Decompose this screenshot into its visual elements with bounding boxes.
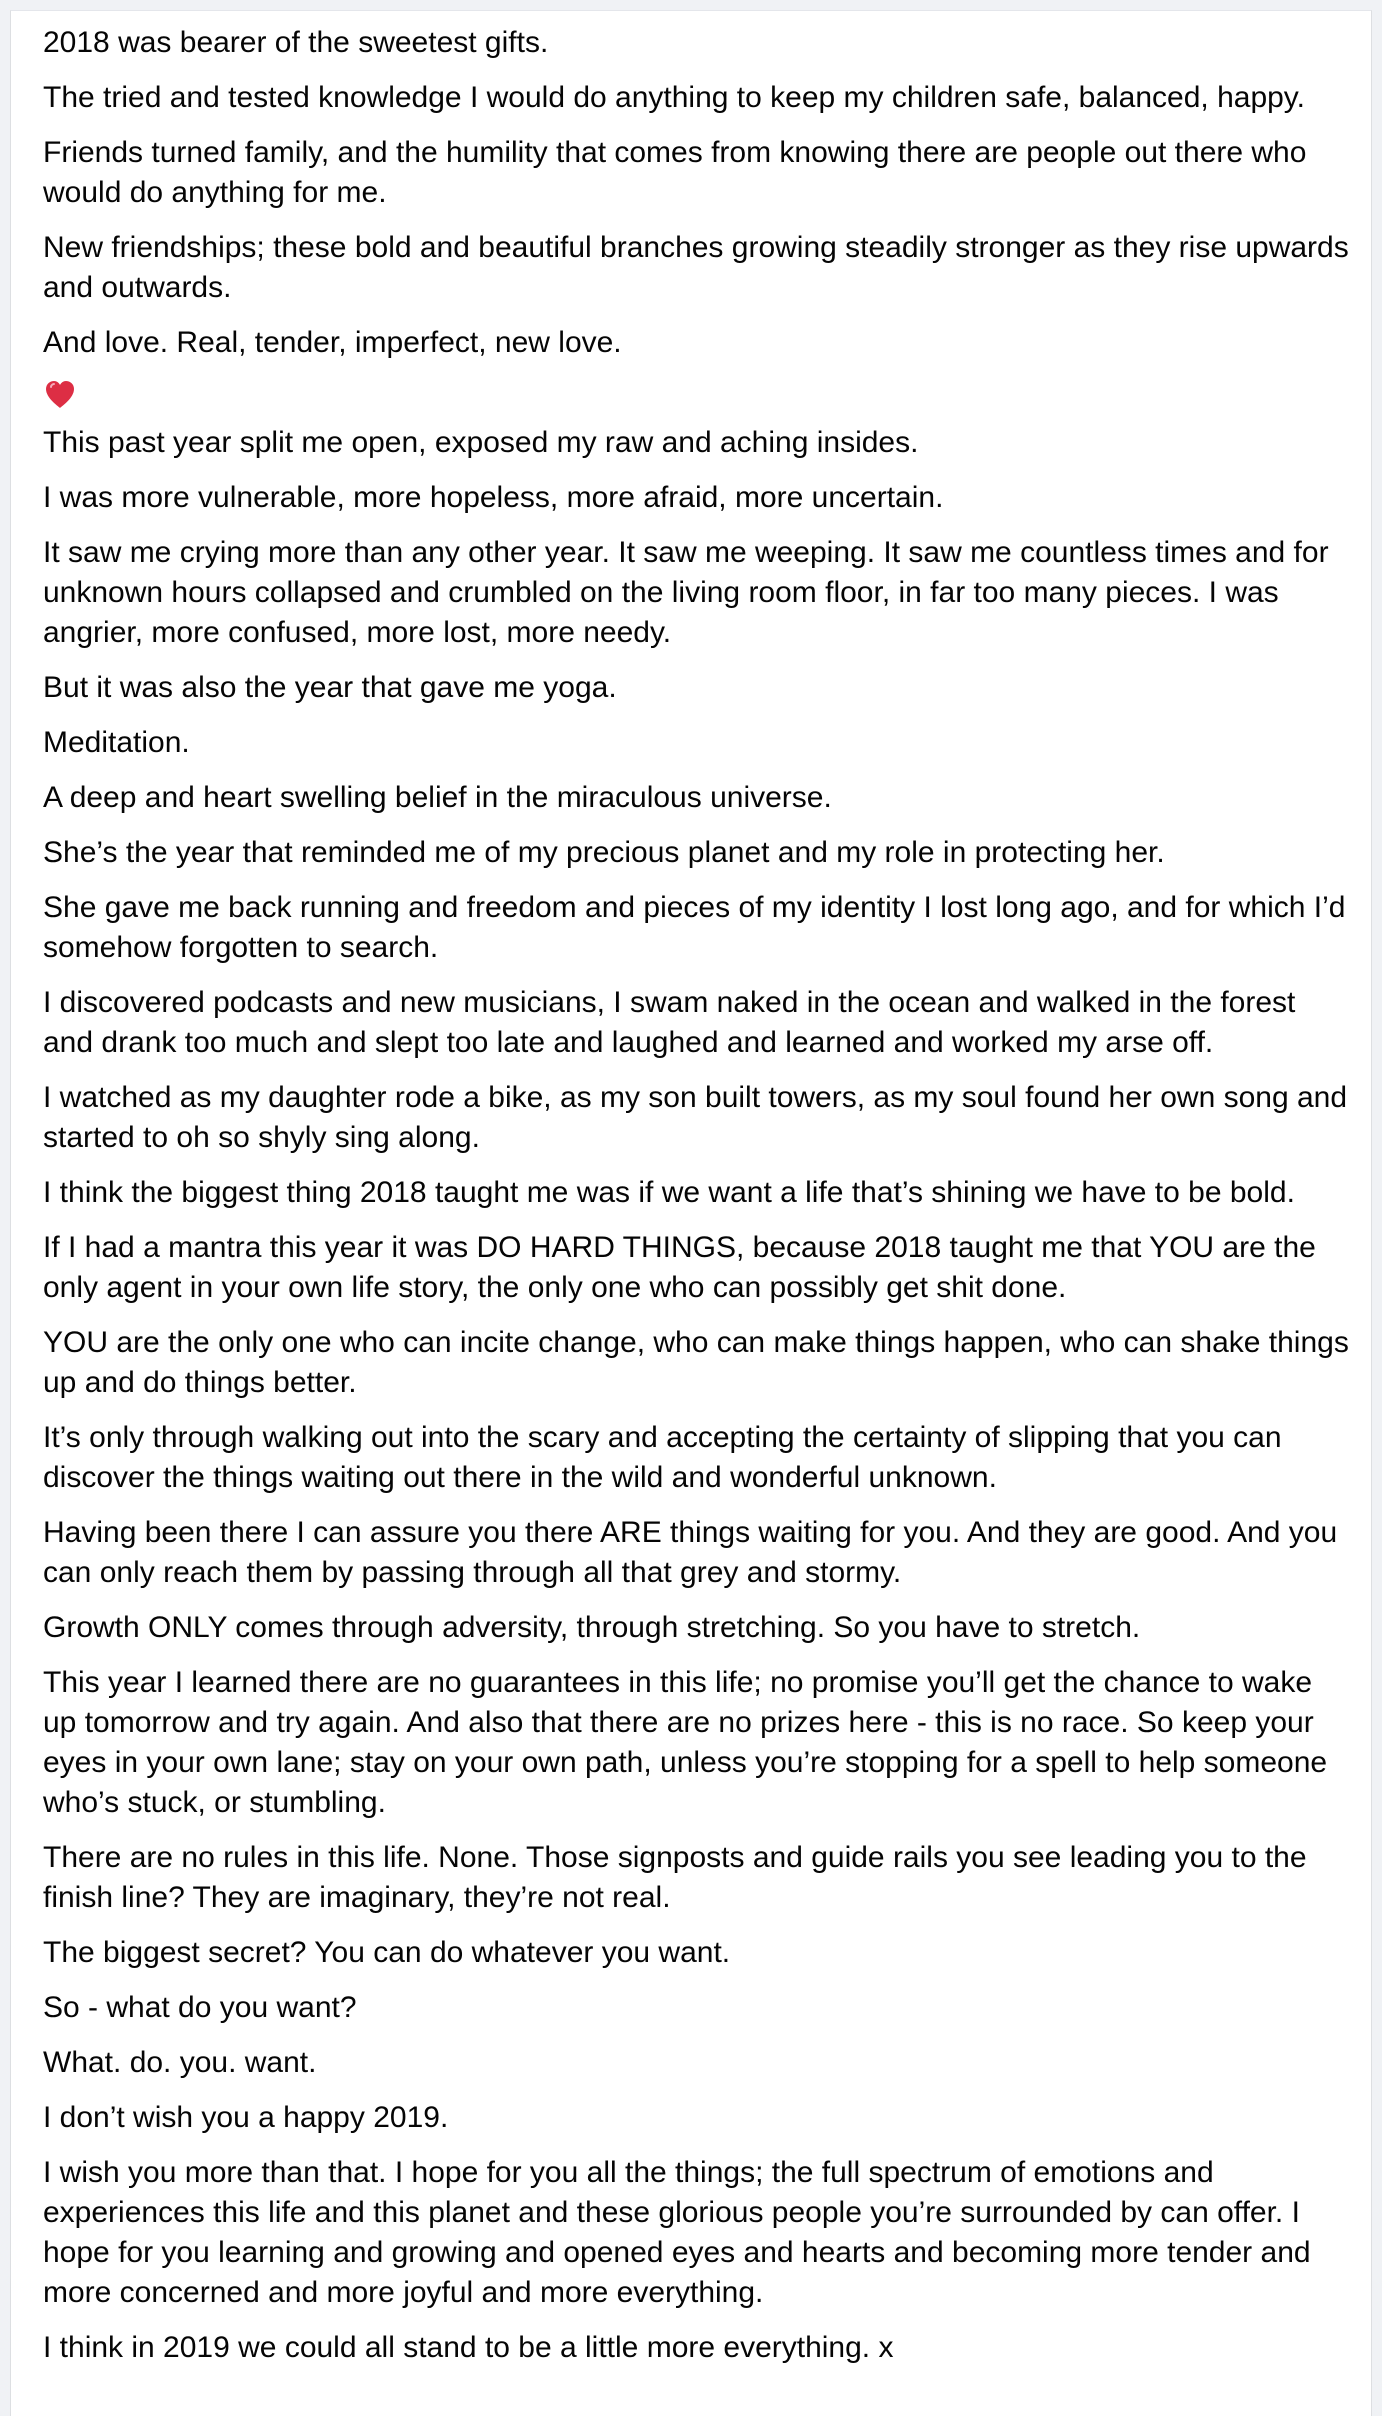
post-paragraph: I think in 2019 we could all stand to be a little more everything. x (43, 2331, 894, 2364)
post-paragraph: A deep and heart swelling belief in the miraculous universe. (43, 781, 832, 814)
scrollbar[interactable] (1372, 0, 1382, 2416)
post-card (10, 10, 1372, 2416)
post-paragraph: I was more vulnerable, more hopeless, more afraid, more uncertain. (43, 481, 944, 514)
post-paragraph: I discovered podcasts and new musicians, I swam naked in the ocean and walked in the forest and drank too much and slept too late and laughed and learned and worked my arse off. (43, 986, 1296, 1059)
post-paragraph: There are no rules in this life. None. Those signposts and guide rails you see leading you to the finish line? They are imaginary, they’re not real. (43, 1841, 1307, 1914)
post-paragraph: YOU are the only one who can incite change, who can make things happen, who can shake things up and do things better. (43, 1326, 1349, 1399)
post-paragraph: What. do. you. want. (43, 2046, 317, 2079)
post-paragraph: Friends turned family, and the humility that comes from knowing there are people out there who would do anything for me. (43, 136, 1307, 209)
post-paragraph: Growth ONLY comes through adversity, through stretching. So you have to stretch. (43, 1611, 1141, 1644)
post-paragraph: New friendships; these bold and beautiful branches growing steadily stronger as they rise upwards and outwards. (43, 231, 1349, 304)
post-paragraph: Meditation. (43, 726, 190, 759)
red-heart-icon (43, 378, 77, 412)
post-paragraph: I wish you more than that. I hope for you all the things; the full spectrum of emotions and experiences this life and this planet and these glorious people you’re surrounded by can offer. I hope for you learning and growing and opened eyes and hearts and becoming more tender and more concerned and more joyful and more everything. (43, 2156, 1311, 2309)
post-paragraph: This year I learned there are no guarantees in this life; no promise you’ll get the chance to wake up tomorrow and try again. And also that there are no prizes here - this is no race. So keep your eyes in your own lane; stay on your own path, unless you’re stopping for a spell to help someone who’s stuck, or stumbling. (43, 1666, 1328, 1819)
post-paragraph: The tried and tested knowledge I would do anything to keep my children safe, balanced, happy. (43, 81, 1305, 114)
post-paragraph: And love. Real, tender, imperfect, new love. (43, 326, 622, 359)
post-paragraph: It saw me crying more than any other year. It saw me weeping. It saw me countless times and for unknown hours collapsed and crumbled on the living room floor, in far too many pieces. I was angrier, more confused, more lost, more needy. (43, 536, 1329, 649)
post-text (43, 11, 1353, 2383)
post-paragraph: This past year split me open, exposed my raw and aching insides. (43, 426, 919, 459)
post-paragraph: She’s the year that reminded me of my precious planet and my role in protecting her. (43, 836, 1165, 869)
post-paragraph: I think the biggest thing 2018 taught me was if we want a life that’s shining we have to be bold. (43, 1176, 1295, 1209)
post-paragraph: If I had a mantra this year it was DO HARD THINGS, because 2018 taught me that YOU are the only agent in your own life story, the only one who can possibly get shit done. (43, 1231, 1316, 1304)
post-paragraph: So - what do you want? (43, 1991, 357, 2024)
post-paragraph: She gave me back running and freedom and pieces of my identity I lost long ago, and for which I’d somehow forgotten to search. (43, 891, 1346, 964)
post-paragraph: I watched as my daughter rode a bike, as my son built towers, as my soul found her own song and started to oh so shyly sing along. (43, 1081, 1348, 1154)
post-paragraph: 2018 was bearer of the sweetest gifts. (43, 26, 549, 59)
post-paragraph: I don’t wish you a happy 2019. (43, 2101, 449, 2134)
post-paragraph: Having been there I can assure you there ARE things waiting for you. And they are good. And you can only reach them by passing through all that grey and stormy. (43, 1516, 1338, 1589)
post-paragraph: But it was also the year that gave me yoga. (43, 671, 617, 704)
post-paragraph: It’s only through walking out into the scary and accepting the certainty of slipping that you can discover the things waiting out there in the wild and wonderful unknown. (43, 1421, 1282, 1494)
post-paragraph: The biggest secret? You can do whatever you want. (43, 1936, 731, 1969)
